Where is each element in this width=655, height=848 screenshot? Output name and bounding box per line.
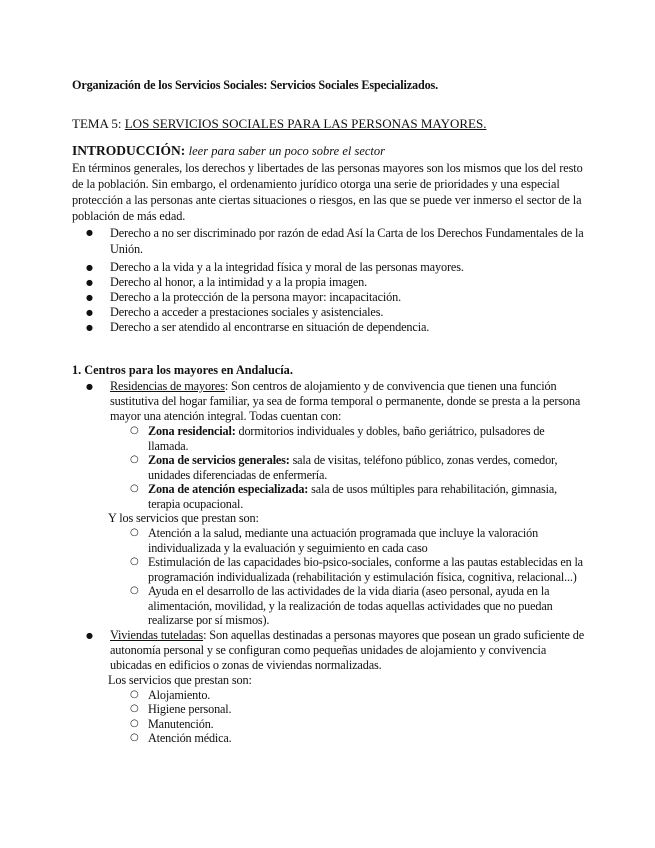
zones-list	[110, 424, 587, 511]
list-item-viviendas	[72, 628, 587, 746]
list-item: ● Derecho al honor, a la intimidad y a la propia imagen.	[72, 275, 587, 290]
services-intro: Y los servicios que prestan son:	[108, 511, 259, 525]
zone-name: Zona residencial:	[148, 424, 236, 438]
introduction-heading	[72, 142, 587, 160]
viviendas-text: : Son aquellas destinadas a personas mayores que posean un grado suficiente de autonomía personal y se configuran como pequeñas unidades de alojamiento y convivencia ubicadas en edificios o zonas de viviendas normalizadas.	[110, 627, 585, 672]
list-item: ● Derecho a ser atendido al encontrarse en situación de dependencia.	[72, 320, 587, 335]
list-item: ○ Manutención.	[72, 717, 587, 732]
rights-list	[72, 225, 587, 335]
viviendas-services-list	[110, 688, 587, 746]
residencias-description	[110, 379, 587, 424]
list-item: ● Derecho a la protección de la persona mayor: incapacitación.	[72, 290, 587, 305]
introduction-paragraph: En términos generales, los derechos y libertades de las personas mayores son los mismos que los del resto de la población. Sin embargo, el ordenamiento jurídico otorga una serie de prioridades y una especial protección a las personas ante ciertas situaciones o riesgos, en las que se puede ver inmerso el sector de la población de más edad.	[72, 161, 583, 223]
document-title: Organización de los Servicios Sociales: Servicios Sociales Especializados.	[72, 78, 439, 92]
residencias-text: : Son centros de alojamiento y de convivencia que tienen una función sustitutiva del hogar familiar, ya sea de forma temporal o permanente, donde se presta a la persona mayor una atención integral. Todas cuentan con:	[110, 379, 581, 423]
section-title: 1. Centros para los mayores en Andalucía.	[72, 363, 293, 377]
introduction-section	[72, 142, 587, 335]
list-item: ● Derecho a la vida y a la integridad física y moral de las personas mayores.	[72, 260, 587, 275]
viviendas-label: Viviendas tuteladas	[110, 627, 204, 642]
list-item: ○ Alojamiento.	[72, 688, 587, 703]
zone-text: sala de visitas, teléfono público, zonas verdes, comedor, unidades diferenciadas de enfermería.	[148, 453, 558, 482]
list-item: ○ Ayuda en el desarrollo de las actividades de la vida diaria (aseo personal, ayuda en la alimentación, movilidad, y la realización de todas aquellas actividades que no puedan realizarse por sí mismos).	[72, 584, 587, 628]
topic-prefix: TEMA 5:	[72, 116, 125, 131]
introduction-label: INTRODUCCIÓN:	[72, 143, 186, 158]
topic-title: LOS SERVICIOS SOCIALES PARA LAS PERSONAS MAYORES.	[124, 116, 487, 131]
section-centros	[72, 362, 587, 746]
list-item: ○ Atención a la salud, mediante una actuación programada que incluye la valoración individualizada y la evaluación y seguimiento en cada caso	[72, 526, 587, 555]
list-item: ● Derecho a acceder a prestaciones sociales y asistenciales.	[72, 305, 587, 320]
viviendas-services-intro: Los servicios que prestan son:	[108, 672, 252, 687]
list-item: ○ Atención médica.	[72, 731, 587, 746]
list-item: ○ Estimulación de las capacidades bio-psico-sociales, conforme a las pautas establecidas en la programación individualizada (rehabilitación y estimulación física, cognitiva, relacional...)	[72, 555, 587, 584]
residencias-label: Residencias de mayores	[110, 379, 225, 393]
viviendas-description	[110, 628, 587, 673]
centers-list	[72, 379, 587, 746]
list-item-residencias	[72, 379, 587, 628]
topic-heading	[72, 116, 486, 132]
zone-text: sala de usos múltiples para rehabilitación, gimnasia, terapia ocupacional.	[148, 482, 558, 511]
introduction-note: leer para saber un poco sobre el sector	[188, 144, 386, 158]
list-item: ○ Higiene personal.	[72, 702, 587, 717]
list-item	[72, 453, 587, 482]
list-item	[72, 424, 587, 453]
list-item: ● Derecho a no ser discriminado por razón de edad Así la Carta de los Derechos Fundamentales de la Unión.	[72, 225, 587, 257]
zone-name: Zona de servicios generales:	[148, 453, 290, 467]
services-list	[110, 526, 587, 628]
zone-name: Zona de atención especializada:	[148, 482, 309, 496]
list-item	[72, 482, 587, 511]
zone-text: dormitorios individuales y dobles, baño geriátrico, pulsadores de llamada.	[148, 424, 545, 453]
